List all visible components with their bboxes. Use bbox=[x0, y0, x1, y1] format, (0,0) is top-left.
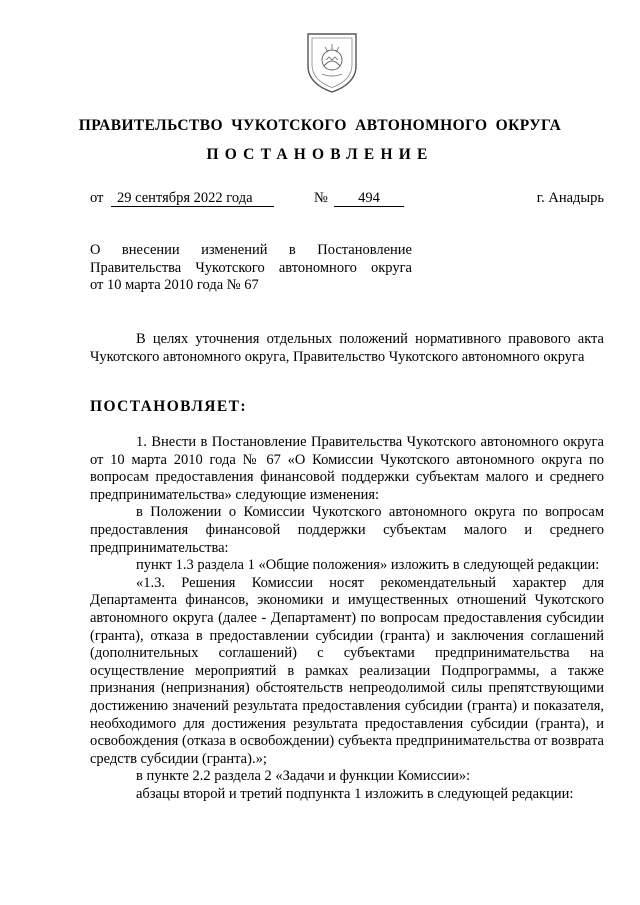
body-paragraph: в Положении о Комиссии Чукотского автономного округа по вопросам предоставления финансовой поддержки субъектам малого и среднего предпринимательства: bbox=[90, 504, 604, 556]
resolves-heading: ПОСТАНОВЛЯЕТ: bbox=[90, 398, 247, 415]
document-body bbox=[90, 434, 604, 803]
document-type-heading: ПОСТАНОВЛЕНИЕ bbox=[206, 146, 434, 163]
document-number: 494 bbox=[334, 190, 404, 207]
document-date: 29 сентября 2022 года bbox=[111, 190, 274, 207]
body-paragraph: пункт 1.3 раздела 1 «Общие положения» изложить в следующей редакции: bbox=[136, 557, 600, 574]
body-paragraph: абзацы второй и третий подпункта 1 изложить в следующей редакции: bbox=[136, 785, 574, 802]
number-sign: № bbox=[314, 190, 328, 206]
body-paragraph: 1. Внести в Постановление Правительства Чукотского автономного округа от 10 марта 2010 года № 67 «О Комиссии Чукотского автономного округа по вопросам предоставления финансовой поддержки субъектам малого и среднего предпринимательства» следующие изменения: bbox=[90, 434, 604, 503]
document-place: г. Анадырь bbox=[536, 190, 604, 206]
body-paragraph: в пункте 2.2 раздела 2 «Задачи и функции Комиссии»: bbox=[136, 768, 471, 785]
subject-line: от 10 марта 2010 года № 67 bbox=[90, 277, 259, 293]
date-prefix: от bbox=[90, 190, 104, 206]
body-paragraph: «1.3. Решения Комиссии носят рекомендательный характер для Департамента финансов, экономики и имущественных отношений Чукотского автономного округа (далее - Департамент) по вопросам предоставления субсидии (гранта), отказа в предоставлении субсидии (гранта) и заключения соглашений (дополнительных соглашений) с субъектами предпринимательства на осуществление мероприятий в рамках реализации Подпрограммы, а также признания (непризнания) обстоятельств непреодолимой силы препятствующими достижению значений результата предоставления субсидии (гранта) и показателя, необходимого для достижения результата предоставления субсидии (гранта), и освобождения (отказа в освобождении) субъекта предпринимательства от возврата средств субсидии (гранта).»; bbox=[90, 574, 604, 767]
subject-line: О внесении изменений в Постановление bbox=[90, 242, 412, 258]
subject-line: Правительства Чукотского автономного округа bbox=[90, 259, 412, 276]
chukotka-coat-of-arms-icon bbox=[302, 30, 362, 94]
government-title: ПРАВИТЕЛЬСТВО ЧУКОТСКОГО АВТОНОМНОГО ОКРУГА bbox=[78, 117, 562, 134]
preamble-paragraph: В целях уточнения отдельных положений нормативного правового акта Чукотского автономного округа, Правительство Чукотского автономного округа bbox=[90, 331, 604, 365]
document-subject bbox=[90, 242, 412, 295]
